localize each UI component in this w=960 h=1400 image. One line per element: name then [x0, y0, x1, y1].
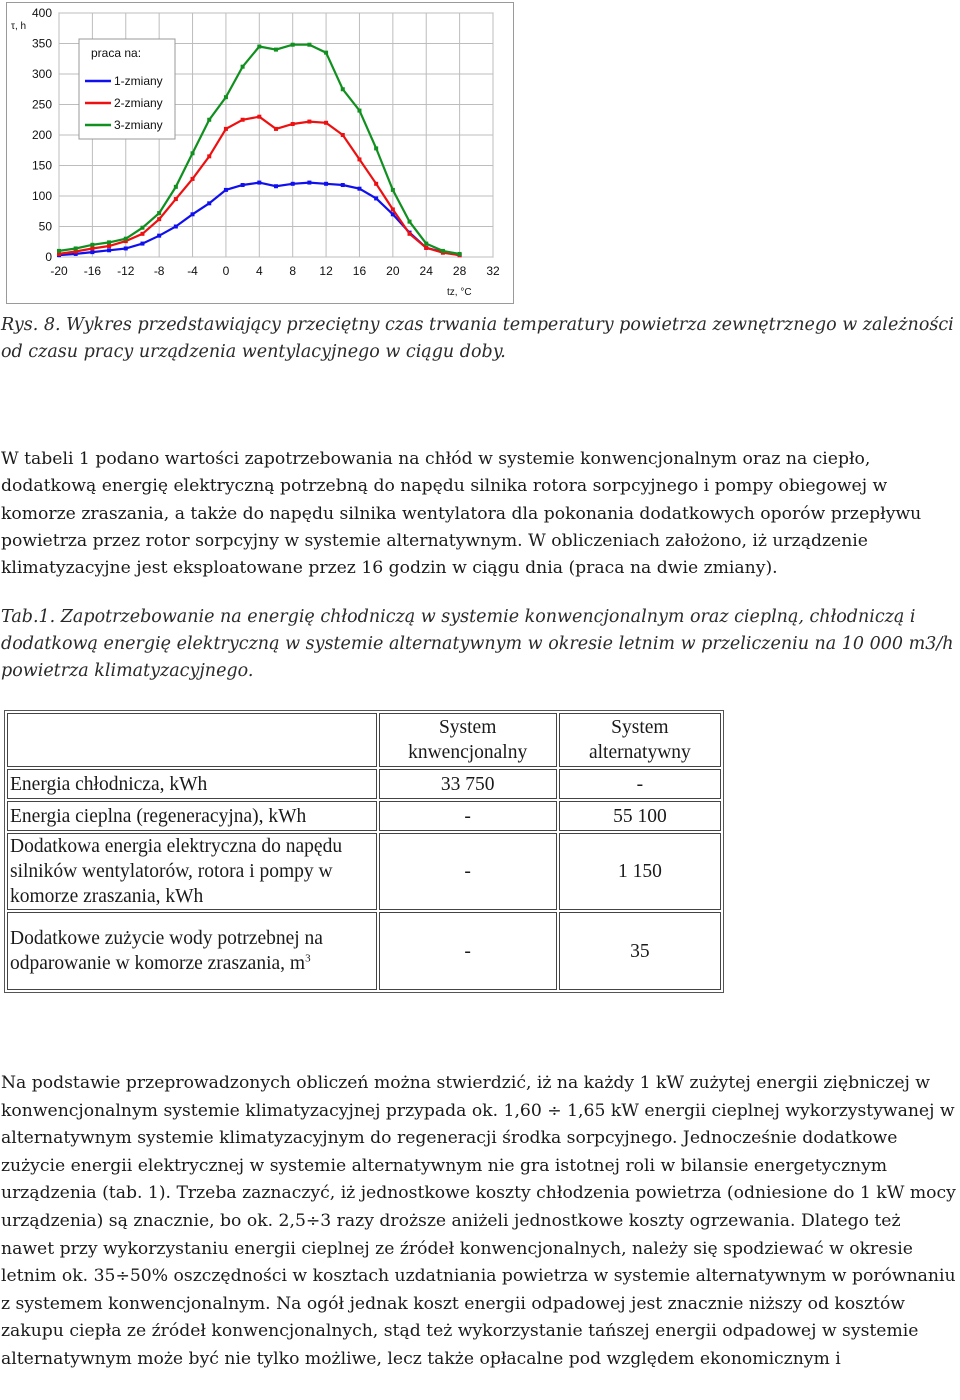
row-label: [7, 912, 377, 990]
data-point: [107, 240, 111, 244]
x-tick-label: 12: [319, 264, 333, 278]
y-tick-label: 400: [31, 6, 52, 20]
row-alternative-value: 1 150: [559, 833, 721, 910]
data-point: [241, 183, 245, 187]
data-point: [458, 252, 462, 256]
data-point: [291, 182, 295, 186]
data-point: [90, 246, 94, 250]
data-point: [124, 237, 128, 241]
x-axis-label: tz, °C: [447, 287, 472, 298]
data-point: [207, 118, 211, 122]
y-tick-label: 300: [31, 67, 52, 81]
data-point: [174, 225, 178, 229]
data-point: [291, 43, 295, 47]
data-point: [74, 246, 78, 250]
table-row: [7, 912, 721, 990]
data-point: [341, 87, 345, 91]
x-tick-label: 4: [255, 264, 263, 278]
table-header-row: [7, 713, 721, 767]
data-point: [90, 250, 94, 254]
data-point: [341, 183, 345, 187]
data-point: [140, 232, 144, 236]
energy-table: [4, 710, 724, 993]
row-conventional-value: 33 750: [379, 769, 557, 799]
x-tick-label: 20: [386, 264, 400, 278]
row-label: Energia cieplna (regeneracyjna), kWh: [7, 801, 377, 831]
x-tick-label: 32: [486, 264, 500, 278]
y-tick-label: 100: [31, 189, 52, 203]
data-point: [157, 234, 161, 238]
x-tick-label: -20: [50, 264, 68, 278]
data-point: [90, 243, 94, 247]
x-tick-label: 28: [452, 264, 467, 278]
y-tick-label: 50: [38, 219, 52, 234]
data-point: [241, 118, 245, 122]
data-point: [274, 48, 278, 52]
data-point: [191, 177, 195, 181]
table-caption: Tab.1. Zapotrzebowanie na energię chłodniczą w systemie konwencjonalnym oraz cieplną, chłodniczą i dodatkową energię elektryczną w systemie alternatywnym w okresie letnim w przeliczeniu na 10 000 m3/h powietrza klimatyzacyjnego.: [1, 607, 954, 681]
data-point: [124, 246, 128, 250]
x-tick-label: 24: [419, 264, 433, 278]
data-point: [391, 188, 395, 192]
figure-caption: Rys. 8. Wykres przedstawiający przeciętny czas trwania temperatury powietrza zewnętrznego w zależności od czasu pracy urządzenia wentylacyjnego w ciągu doby.: [1, 315, 954, 362]
data-point: [224, 95, 228, 99]
data-point: [140, 242, 144, 246]
table-header-alternative: System alternatywny: [559, 713, 721, 767]
data-point: [424, 242, 428, 246]
data-point: [174, 197, 178, 201]
y-tick-label: 150: [31, 158, 52, 173]
data-point: [57, 249, 61, 253]
x-tick-label: -4: [187, 264, 198, 278]
data-point: [341, 133, 345, 137]
legend-title: praca na:: [91, 46, 142, 60]
legend-entry-2-zmiany: 2-zmiany: [114, 96, 163, 110]
table-row: [7, 801, 721, 831]
data-point: [174, 185, 178, 189]
data-point: [207, 154, 211, 158]
data-point: [257, 45, 261, 49]
data-point: [441, 249, 445, 253]
y-tick-label: 250: [31, 97, 52, 112]
table-header-conventional: System knwencjonalny: [379, 713, 557, 767]
y-tick-label: 0: [45, 250, 52, 264]
data-point: [291, 122, 295, 126]
data-point: [207, 201, 211, 205]
paragraph-intro: W tabeli 1 podano wartości zapotrzebowania na chłód w systemie konwencjonalnym oraz na ciepło, dodatkową energię elektryczną potrzebną do napędu silnika rotora sorpcyjnego i pompy obiegowej w komorze zraszania, a także do napędu silnika wentylatora dla pokonania dodatkowych oporów przepływu powietrza przez rotor sorpcyjny w systemie alternatywnym. W obliczeniach założono, iż urządzenie klimatyzacyjne jest eksploatowane przez 16 godzin w ciągu dnia (praca na dwie zmiany).: [1, 449, 922, 579]
data-point: [357, 157, 361, 161]
data-point: [107, 248, 111, 252]
legend-entry-3-zmiany: 3-zmiany: [114, 118, 163, 132]
row-label: Energia chłodnicza, kWh: [7, 769, 377, 799]
data-point: [357, 187, 361, 191]
row-alternative-value: 55 100: [559, 801, 721, 831]
data-point: [274, 184, 278, 188]
table-header-empty: [7, 713, 377, 767]
row-alternative-value: -: [559, 769, 721, 799]
data-point: [408, 220, 412, 224]
data-point: [191, 151, 195, 155]
data-point: [307, 120, 311, 124]
row-conventional-value: -: [379, 801, 557, 831]
data-point: [357, 109, 361, 113]
data-point: [107, 244, 111, 248]
unit-superscript: 3: [305, 952, 311, 965]
figure-chart-frame: [6, 2, 514, 304]
data-point: [257, 115, 261, 119]
data-point: [374, 182, 378, 186]
row-conventional-value: -: [379, 912, 557, 990]
data-point: [257, 181, 261, 185]
paragraph-conclusion: Na podstawie przeprowadzonych obliczeń można stwierdzić, iż na każdy 1 kW zużytej energii ziębniczej w konwencjonalnym systemie klimatyzacyjnej przypada ok. 1,60 ÷ 1,65 kW energii cieplnej wykorzystywanej w alternatywnym systemie klimatyzacyjnym do regeneracji środka sorpcyjnego. Jednocześnie dodatkowe zużycie energii elektrycznej w systemie alternatywnym nie gra istotnej roli w bilansie energetycznym urządzenia (tab. 1). Trzeba zaznaczyć, iż jednostkowe koszty chłodzenia powietrza (odniesione do 1 kW mocy urządzenia) są znacznie, bo ok. 2,5÷3 razy droższe aniżeli jednostkowe koszty ogrzewania. Dlatego też nawet przy wykorzystaniu energii cieplnej ze źródeł konwencjonalnych, należy się spodziewać w okresie letnim ok. 35÷50% oszczędności w kosztach uzdatniania powietrza w systemie alternatywnym w porównaniu z systemem konwencjonalnym. Na ogół jednak koszt energii odpadowej jest znacznie niższy od kosztów zakupu ciepła ze źródeł konwencjonalnych, stąd też wykorzystanie tańszej energii odpadowej w systemie alternatywnym może być nie tylko możliwe, lecz także opłacalne pod względem ekonomicznym i: [1, 1073, 956, 1369]
x-tick-label: 8: [289, 264, 297, 278]
legend-entry-1-zmiany: 1-zmiany: [114, 74, 163, 88]
x-tick-label: -8: [153, 264, 165, 278]
row-conventional-value: -: [379, 833, 557, 910]
x-tick-label: 0: [222, 264, 230, 278]
row-label-text: Dodatkowe zużycie wody potrzebnej na odparowanie w komorze zraszania, m: [10, 928, 323, 974]
data-point: [224, 127, 228, 131]
data-point: [374, 146, 378, 150]
data-point: [274, 127, 278, 131]
data-point: [241, 65, 245, 69]
data-point: [140, 226, 144, 230]
data-point: [324, 51, 328, 55]
data-point: [424, 246, 428, 250]
table-row: [7, 769, 721, 799]
data-point: [408, 232, 412, 236]
data-point: [307, 43, 311, 47]
chart-svg: [7, 3, 513, 303]
data-point: [157, 211, 161, 215]
row-label: Dodatkowa energia elektryczna do napędu silników wentylatorów, rotora i pompy w komorze zraszania, kWh: [7, 833, 377, 910]
data-point: [324, 121, 328, 125]
x-tick-label: -12: [117, 264, 135, 278]
data-point: [224, 188, 228, 192]
data-point: [307, 181, 311, 185]
data-point: [374, 196, 378, 200]
y-tick-label: 200: [31, 128, 52, 142]
data-point: [324, 182, 328, 186]
data-point: [157, 217, 161, 221]
y-axis-label: τ, h: [11, 21, 27, 32]
row-alternative-value: 35: [559, 912, 721, 990]
table-row: [7, 833, 721, 910]
y-tick-label: 350: [31, 36, 52, 51]
data-point: [191, 212, 195, 216]
x-tick-label: -16: [83, 264, 102, 278]
data-point: [391, 207, 395, 211]
x-tick-label: 16: [352, 264, 367, 278]
